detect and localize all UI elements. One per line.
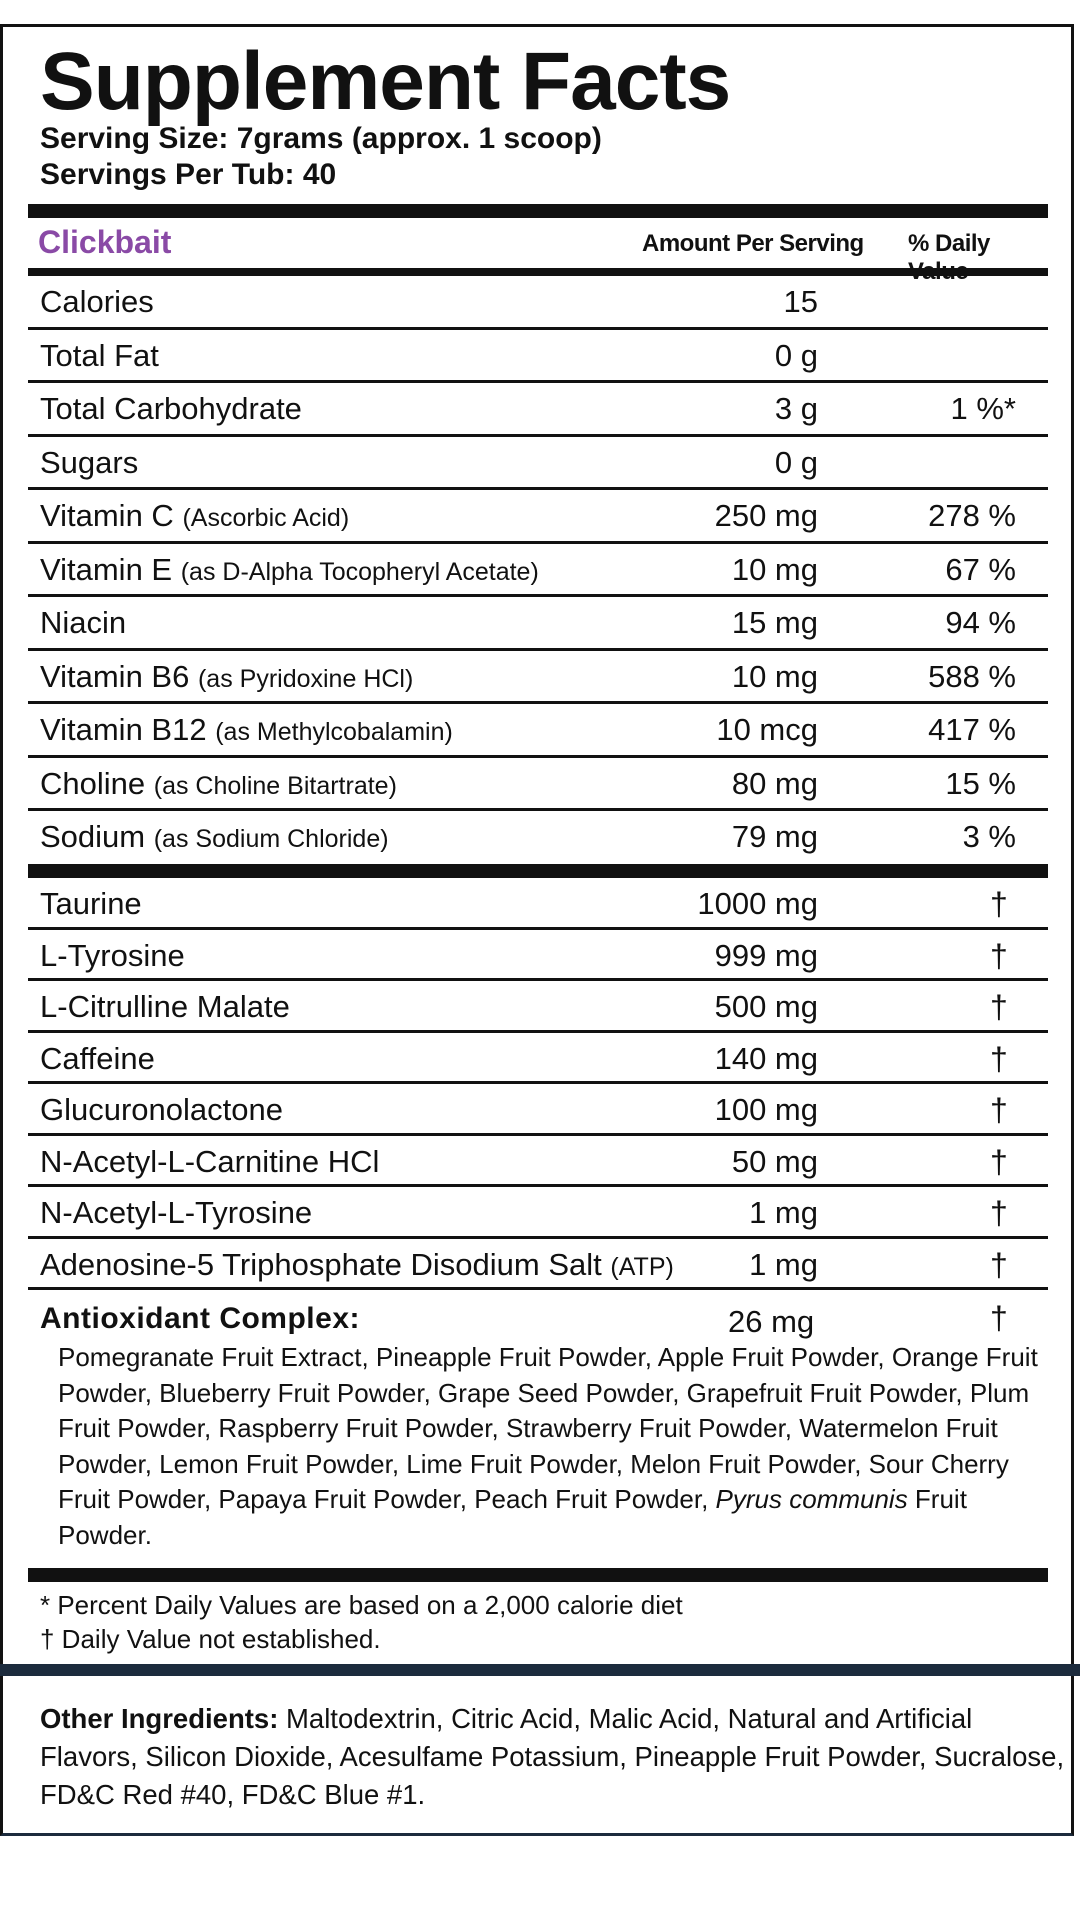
antioxidant-ingredients-end: Fruit Powder.: [58, 1484, 967, 1550]
row-name: [40, 1092, 283, 1128]
row-separator: [28, 1133, 1048, 1136]
row-separator: [28, 434, 1048, 437]
row-name-text: Adenosine-5 Triphosphate Disodium Salt: [40, 1246, 602, 1282]
row-amount: 140 mg: [714, 1040, 818, 1076]
percent-footnote: * Percent Daily Values are based on a 2,000 calorie diet: [40, 1590, 683, 1620]
panel-title: Supplement Facts: [40, 36, 731, 127]
servings-per-value: 40: [302, 158, 337, 191]
daily-value-column-header: % Daily: [908, 230, 990, 257]
row-note: (as Pyridoxine HCl): [197, 664, 414, 693]
header-rule: [28, 268, 1048, 276]
dagger-footnote: † Daily Value not established.: [40, 1624, 381, 1654]
row-amount: 10 mg: [731, 551, 818, 587]
row-amount: 0 g: [774, 444, 818, 480]
row-name-text: Sugars: [40, 444, 139, 480]
row-name: [40, 989, 290, 1025]
row-dagger: †: [990, 1143, 1008, 1180]
antioxidant-ingredients: [58, 1340, 1048, 1553]
brand-name: Clickbait: [38, 224, 172, 260]
row-note: (ATP): [610, 1252, 674, 1281]
row-name-text: Sodium: [40, 819, 146, 854]
row-name-text: Calories: [40, 284, 154, 319]
row-name: [40, 284, 154, 320]
row-separator: [28, 541, 1048, 544]
row-separator: [28, 755, 1048, 758]
row-name-text: Vitamin B6: [40, 658, 190, 694]
row-name-text: N-Acetyl-L-Carnitine HCl: [40, 1143, 380, 1179]
row-dagger: †: [990, 886, 1008, 922]
row-amount: 1000 mg: [697, 886, 818, 921]
antioxidant-dagger: †: [990, 1300, 1008, 1336]
row-name: [40, 338, 159, 374]
row-name-text: Vitamin B12: [40, 712, 207, 747]
row-name-text: Total Carbohydrate: [40, 391, 302, 426]
row-amount: 80 mg: [731, 765, 818, 801]
row-name-text: Caffeine: [40, 1040, 155, 1076]
antioxidant-title: Antioxidant Complex:: [40, 1302, 361, 1335]
row-daily-value: 278 %: [928, 498, 1016, 533]
row-amount: 50 mg: [731, 1143, 818, 1179]
row-separator: [28, 487, 1048, 490]
servings-per-container: [40, 158, 336, 192]
row-name: [40, 712, 453, 750]
serving-size-value: 7grams (approx. 1 scoop): [236, 122, 602, 155]
row-name-text: Total Fat: [40, 337, 159, 373]
row-name-text: Niacin: [40, 605, 127, 640]
serving-size-label: Serving Size:: [40, 122, 229, 155]
row-separator: [28, 1081, 1048, 1084]
row-separator: [28, 648, 1048, 651]
row-name-text: Glucuronolactone: [40, 1092, 283, 1127]
row-name: [40, 1247, 674, 1285]
row-separator: [28, 808, 1048, 811]
row-separator: [28, 380, 1048, 383]
footnote-thick-rule: [28, 1568, 1048, 1582]
row-amount: 1 mg: [749, 1195, 818, 1230]
row-name: [40, 1195, 312, 1231]
row-daily-value: 15 %: [945, 765, 1016, 801]
amount-column-header: Amount Per Serving: [642, 230, 864, 257]
row-dagger: †: [990, 1092, 1008, 1128]
row-note: (as D-Alpha Tocopheryl Acetate): [180, 557, 539, 586]
row-note: (as Choline Bitartrate): [153, 771, 397, 800]
row-dagger: †: [990, 1040, 1008, 1077]
row-name-text: L-Citrulline Malate: [40, 989, 290, 1024]
other-ingredients-text: Maltodextrin, Citric Acid, Malic Acid, Natural and Artificial Flavors, Silicon Dioxide, Acesulfame Potassium, Pineapple Fruit Powder, Sucralose, FD&C Red #40, FD&C Blue #1.: [40, 1703, 1065, 1810]
row-daily-value: 1 %*: [950, 391, 1016, 426]
row-dagger: †: [990, 1195, 1008, 1231]
row-name: [40, 659, 413, 697]
row-separator: [28, 1236, 1048, 1239]
row-name: [40, 938, 185, 974]
row-name: [40, 445, 138, 481]
row-separator: [28, 1184, 1048, 1187]
row-separator: [28, 1030, 1048, 1033]
row-name-text: L-Tyrosine: [40, 937, 185, 973]
panel-divider: [0, 1664, 1080, 1676]
row-name: [40, 1144, 379, 1180]
row-note: (Ascorbic Acid): [182, 504, 350, 532]
row-note: (as Sodium Chloride): [153, 825, 389, 853]
row-amount: 3 g: [774, 391, 818, 426]
row-separator: [28, 978, 1048, 981]
other-ingredients-label: Other Ingredients:: [40, 1703, 279, 1734]
row-separator: [28, 701, 1048, 704]
row-separator: [28, 594, 1048, 597]
row-amount: 79 mg: [731, 819, 818, 854]
row-name: [40, 1041, 155, 1077]
row-amount: 15 mg: [731, 605, 818, 640]
row-name-text: Choline: [40, 765, 146, 801]
row-daily-value: 67 %: [945, 551, 1016, 587]
row-amount: 100 mg: [714, 1092, 818, 1127]
other-ingredients: [40, 1700, 1070, 1814]
servings-per-label: Servings Per Tub:: [40, 158, 295, 191]
row-dagger: †: [990, 1246, 1008, 1283]
row-name: [40, 886, 142, 922]
row-name-text: Vitamin E: [40, 551, 173, 587]
row-daily-value: 417 %: [928, 712, 1016, 747]
antioxidant-ingredients-text: Pomegranate Fruit Extract, Pineapple Fruit Powder, Apple Fruit Powder, Orange Fruit Powder, Blueberry Fruit Powder, Grape Seed Powder, Grapefruit Fruit Powder, Plum Fruit Powder, Raspberry Fruit Powder, Strawberry Fruit Powder, Watermelon Fruit Powder, Lemon Fruit Powder, Lime Fruit Powder, Melon Fruit Powder, Sour Cherry Fruit Powder, Papaya Fruit Powder, Peach Fruit Powder,: [58, 1342, 1038, 1514]
row-name-text: N-Acetyl-L-Tyrosine: [40, 1195, 313, 1230]
section-thick-rule: [28, 864, 1048, 878]
row-amount: 0 g: [774, 337, 818, 373]
row-daily-value: 94 %: [945, 605, 1016, 640]
row-name: [40, 819, 389, 857]
row-note: (as Methylcobalamin): [215, 718, 453, 746]
row-amount: 250 mg: [714, 498, 818, 533]
row-name-text: Taurine: [40, 886, 142, 921]
row-separator: [28, 327, 1048, 330]
row-amount: 15: [783, 284, 818, 319]
column-header: [28, 218, 1048, 270]
row-name: [40, 391, 302, 427]
row-separator: [28, 927, 1048, 930]
row-daily-value: 3 %: [962, 819, 1016, 854]
row-name: [40, 498, 349, 536]
row-name: [40, 552, 539, 590]
top-thick-rule: [28, 204, 1048, 218]
row-separator: [28, 1287, 1048, 1290]
antioxidant-amount: 26 mg: [728, 1304, 815, 1339]
antioxidant-ingredients-italic: Pyrus communis: [715, 1484, 908, 1514]
row-amount: 10 mg: [731, 658, 818, 694]
row-name: [40, 605, 126, 641]
row-amount: 999 mg: [714, 937, 818, 973]
row-daily-value: 588 %: [928, 658, 1016, 694]
serving-size: [40, 122, 602, 156]
row-name-text: Vitamin C: [40, 498, 174, 533]
row-amount: 10 mcg: [716, 712, 818, 747]
row-name: [40, 766, 397, 804]
row-dagger: †: [990, 937, 1008, 974]
row-amount: 500 mg: [714, 989, 818, 1024]
row-amount: 1 mg: [749, 1246, 818, 1282]
row-dagger: †: [990, 989, 1008, 1025]
